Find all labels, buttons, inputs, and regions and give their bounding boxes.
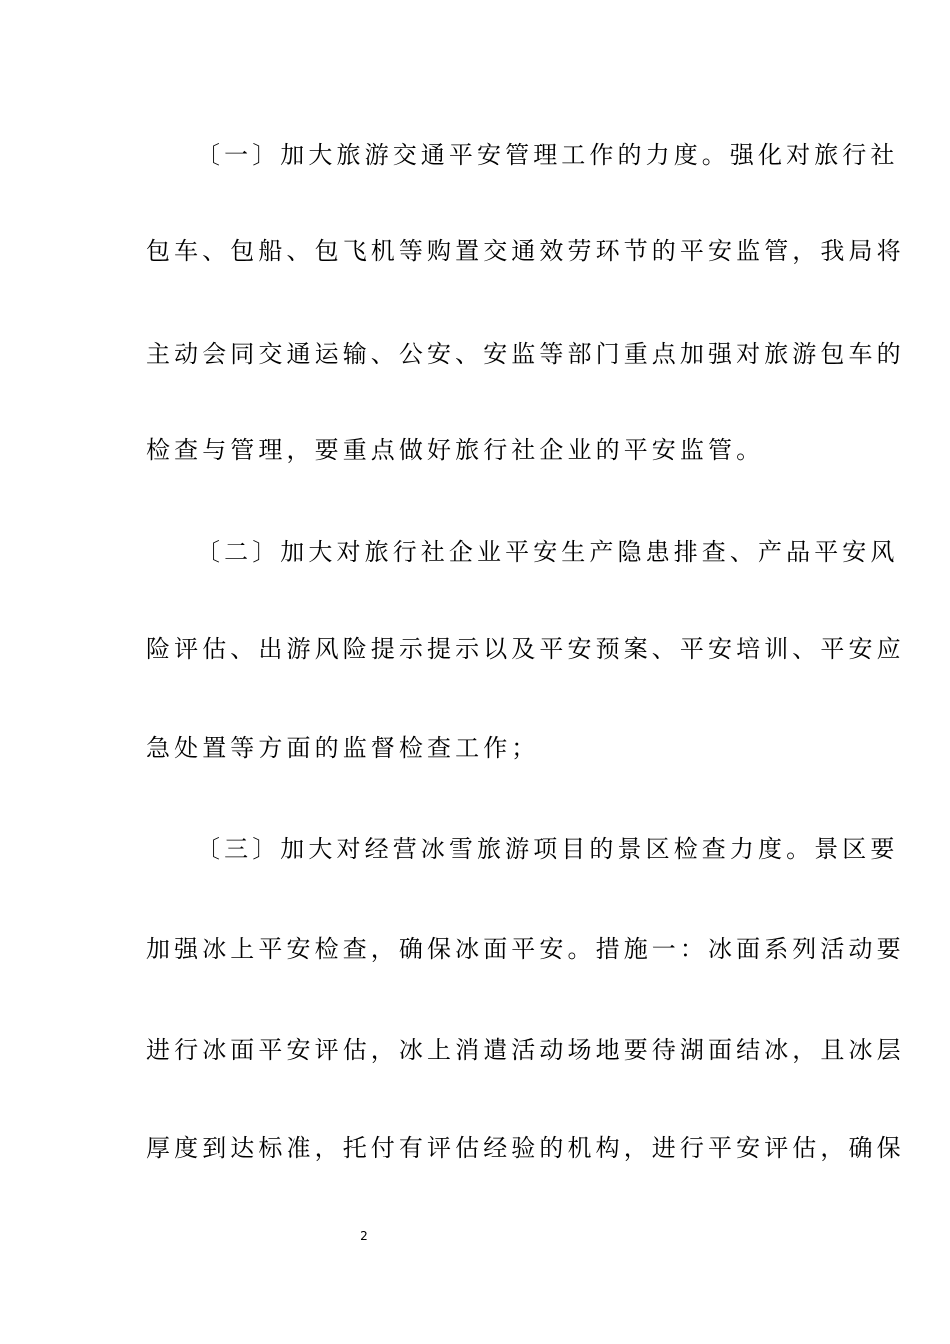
paragraph-2-line-2: 险评估、出游风险提示提示以及平安预案、平安培训、平安应: [146, 635, 905, 663]
paragraph-2-line-1: 〔二〕加大对旅行社企业平安生产隐患排查、产品平安风: [196, 538, 899, 566]
paragraph-1-line-2: 包车、包船、包飞机等购置交通效劳环节的平安监管，我局将: [146, 237, 905, 265]
paragraph-3-line-1: 〔三〕加大对经营冰雪旅游项目的景区检查力度。景区要: [196, 835, 899, 863]
paragraph-1-line-4: 检查与管理，要重点做好旅行社企业的平安监管。: [146, 436, 765, 464]
paragraph-3-line-2: 加强冰上平安检查，确保冰面平安。措施一：冰面系列活动要: [146, 935, 905, 963]
paragraph-1-line-1: 〔一〕加大旅游交通平安管理工作的力度。强化对旅行社: [196, 141, 899, 169]
paragraph-3-line-4: 厚度到达标准，托付有评估经验的机构，进行平安评估，确保: [146, 1134, 905, 1162]
page-number: 2: [360, 1229, 368, 1243]
paragraph-3-line-3: 进行冰面平安评估，冰上消遣活动场地要待湖面结冰，且冰层: [146, 1036, 905, 1064]
paragraph-2-line-3: 急处置等方面的监督检查工作；: [146, 734, 540, 762]
paragraph-1-line-3: 主动会同交通运输、公安、安监等部门重点加强对旅游包车的: [146, 340, 905, 368]
